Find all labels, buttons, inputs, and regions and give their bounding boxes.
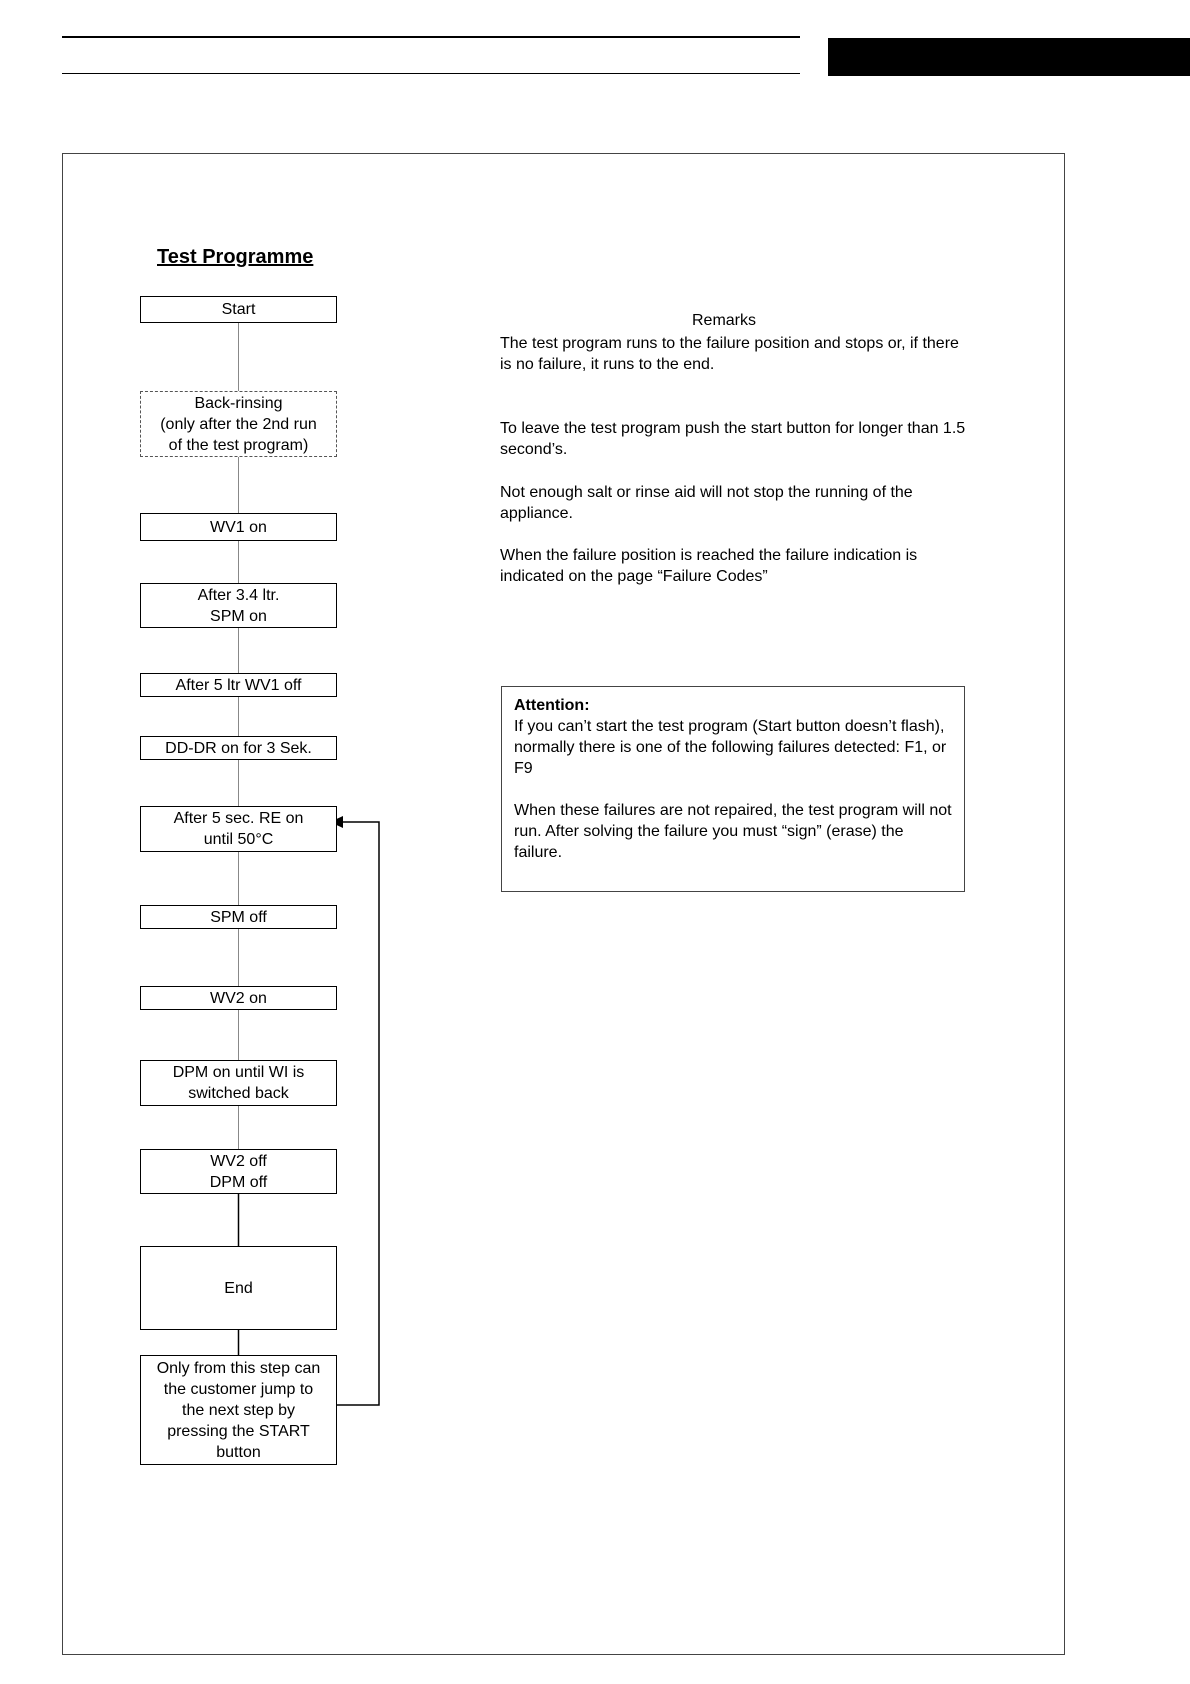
header-black-tab xyxy=(828,38,1190,76)
step-start-label: Start xyxy=(221,301,256,318)
step-dpm-on-label: DPM on until WI is switched back xyxy=(172,1064,305,1102)
step-spm-on xyxy=(140,583,337,628)
step-spm-on-label: After 3.4 ltr. SPM on xyxy=(197,586,280,625)
attention-paragraph-1: If you can’t start the test program (Start button doesn’t flash), normally there is one of the following failures detected: F1, or F9 xyxy=(514,718,947,777)
step-wv1-off xyxy=(140,673,337,697)
attention-paragraph-2: When these failures are not repaired, the test program will not run. After solving the failure you must “sign” (erase) the failure. xyxy=(514,802,952,861)
step-re-on xyxy=(140,806,337,852)
step-back-rinsing xyxy=(140,391,337,457)
step-customer-jump-label: Only from this step can the customer jump to the next step by pressing the START button xyxy=(156,1359,321,1461)
header-rule-bottom xyxy=(62,73,800,74)
step-spm-off xyxy=(140,905,337,929)
step-wv1-on xyxy=(140,513,337,541)
step-end xyxy=(140,1246,337,1330)
step-re-on-label: After 5 sec. RE on until 50°C xyxy=(173,810,304,848)
remarks-title: Remarks xyxy=(692,312,757,329)
header-rule-top xyxy=(62,36,800,38)
attention-title: Attention: xyxy=(514,697,590,714)
step-spm-off-label: SPM off xyxy=(210,908,267,926)
remarks-paragraph-2: To leave the test program push the start button for longer than 1.5 second’s. xyxy=(500,420,966,458)
step-dd-dr xyxy=(140,736,337,760)
remarks-paragraph-3: Not enough salt or rinse aid will not stop the running of the appliance. xyxy=(500,484,913,522)
remarks-paragraph-1: The test program runs to the failure position and stops or, if there is no failure, it runs to the end. xyxy=(500,335,959,373)
attention-box xyxy=(501,686,965,892)
step-dpm-on xyxy=(140,1060,337,1106)
step-wv1-off-label: After 5 ltr WV1 off xyxy=(175,676,302,694)
step-dd-dr-label: DD-DR on for 3 Sek. xyxy=(165,739,312,757)
remarks-paragraph-4: When the failure position is reached the failure indication is indicated on the page “Failure Codes” xyxy=(500,547,918,585)
attention-gap xyxy=(514,779,952,800)
step-wv2-on-label: WV2 on xyxy=(210,989,267,1007)
page-title: Test Programme xyxy=(157,246,314,268)
step-start xyxy=(140,296,337,323)
step-customer-jump xyxy=(140,1355,337,1465)
step-end-label: End xyxy=(224,1279,253,1297)
step-wv2-dpm-off-label: WV2 off DPM off xyxy=(209,1152,268,1191)
step-wv2-on xyxy=(140,986,337,1010)
step-wv1-on-label: WV1 on xyxy=(210,518,267,536)
step-back-rinsing-label: Back-rinsing (only after the 2nd run of the test program) xyxy=(160,394,317,454)
step-wv2-dpm-off xyxy=(140,1149,337,1194)
